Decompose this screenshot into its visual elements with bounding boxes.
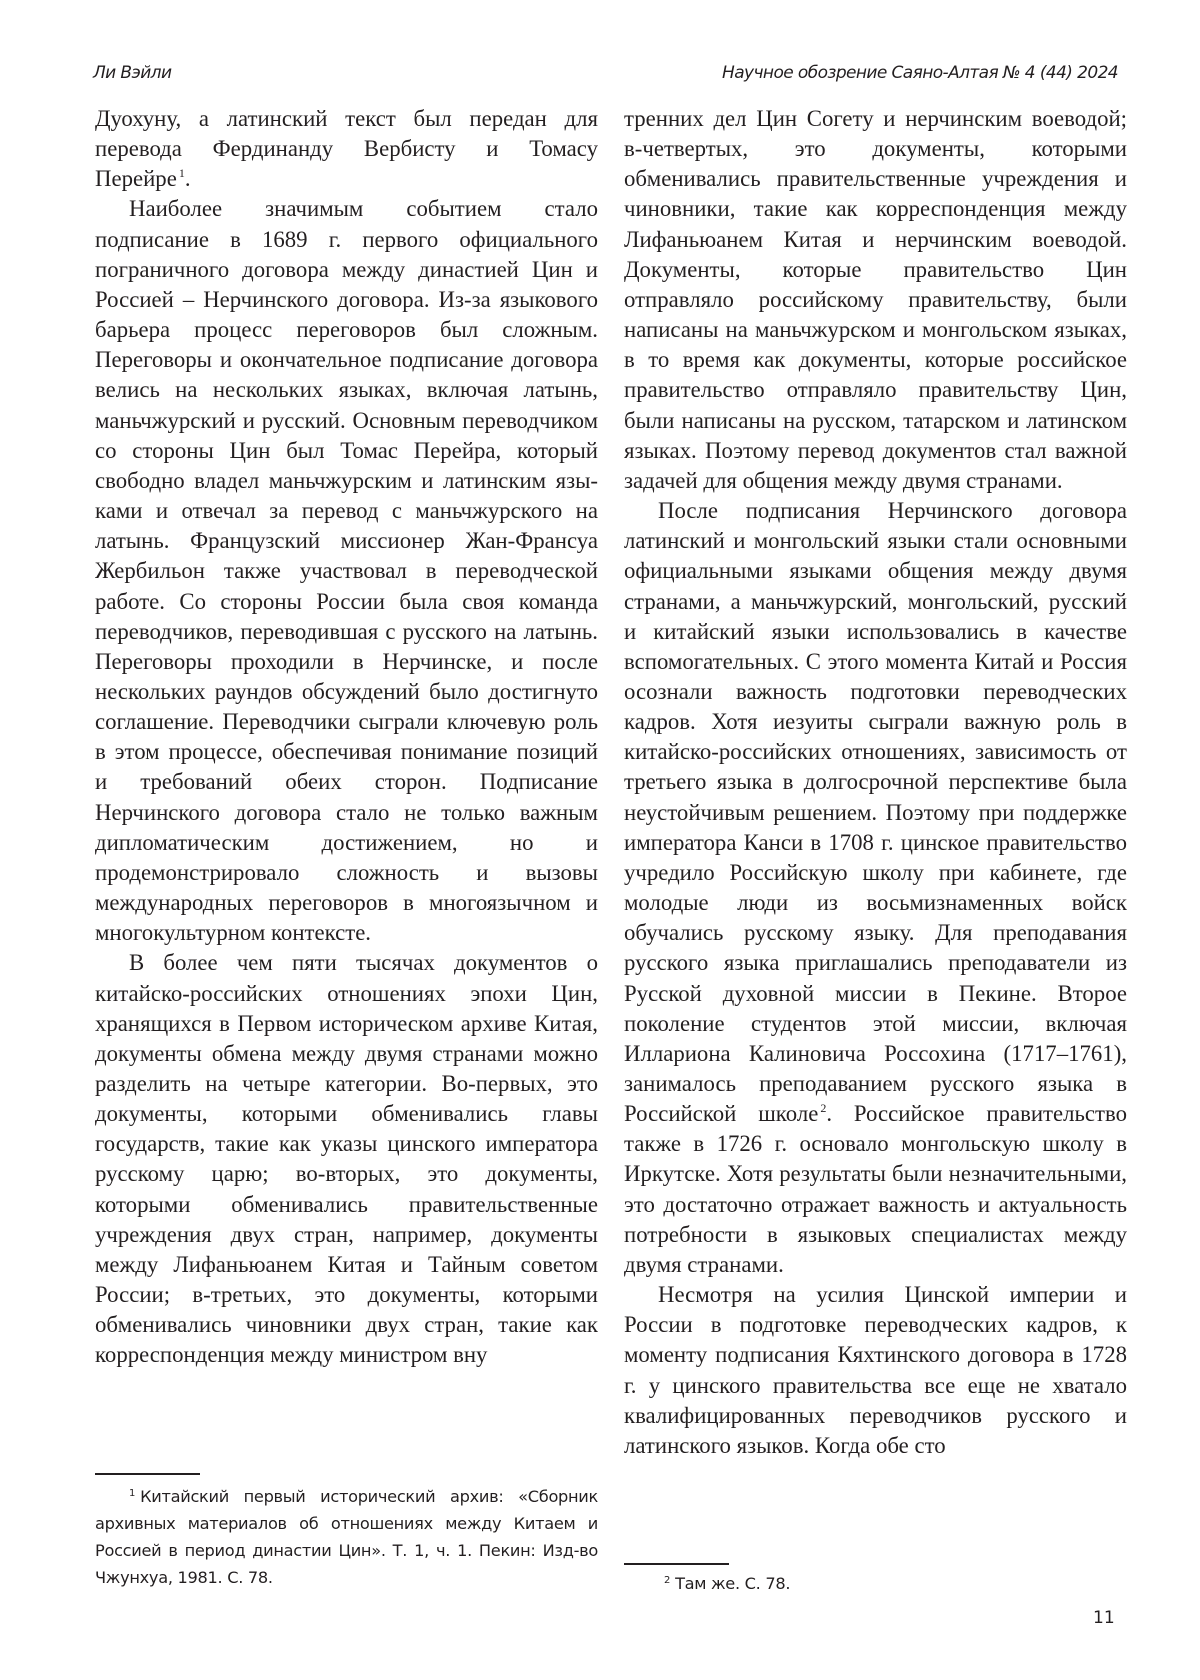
- footnote-text: Там же. С. 78.: [675, 1574, 791, 1593]
- paragraph-text: .: [184, 166, 191, 192]
- footnote-divider: [95, 1473, 200, 1475]
- footnote-ref-2[interactable]: 2: [820, 1101, 827, 1116]
- footnote-2: [624, 1570, 1127, 1597]
- running-header: [93, 60, 1118, 86]
- paragraph: Наиболее значимым событием стало подписание в 1689 г. первого официального пограничного договора между династией Цин и Россией – Нерчинского договора. Из-за языкового барьера процесс переговоров был сложным. Переговоры и окончательное подписание договора велись на нескольких языках, включая латынь, маньчжурский и русский. Основным переводчиком со стороны Цин был Томас Перейра, который свободно владел маньчжурским и латинским языками и отвечал за перевод с маньчжурского на латынь. Французский миссионер Жан-Франсуа Жербильон также участвовал в переводческой работе. Со стороны России была своя команда переводчиков, переводившая с русского на латынь. Переговоры проходили в Нерчинске, и после нескольких раундов обсуждений было достигнуто соглашение. Переводчики сыграли ключевую роль в этом процессе, обеспечивая понимание позиций и требований обеих сторон. Подписание Нерчинского договора стало не только важным дипломатическим достижением, но и продемонстрировало сложность и вызовы международных переговоров в многоязычном и многокультурном контексте.: [95, 196, 598, 946]
- footnote-number: 1: [129, 1488, 136, 1499]
- footnote-ref-1[interactable]: 1: [178, 166, 185, 181]
- left-column: [95, 104, 598, 1371]
- footnote-1: [95, 1483, 598, 1591]
- paragraph: тренних дел Цин Согету и нерчинским воеводой; в-четвертых, это документы, которыми обменивались правительственные учреждения и чиновники, такие как корреспонденция между Лифаньюанем Китая и нерчинским воеводой. Документы, которые правительство Цин отправляло российскому правительству, были написаны на маньчжурском и монгольском языках, в то время как документы, которые российское правительство отправляло правительству Цин, были написаны на русском, татарском и латинском языках. Поэтому перевод документов стал важной задачей для общения между двумя странами.: [624, 106, 1127, 493]
- paragraph: [624, 496, 1127, 1280]
- paragraph: Несмотря на усилия Цинской империи и России в подготовке переводческих кадров, к моменту подписания Кяхтинского договора в 1728 г. у цинского правительства все еще не хватало квалифицированных переводчиков русского и латинского языков. Когда обе сто: [624, 1282, 1127, 1458]
- paragraph: [95, 104, 598, 194]
- paragraph-text: . Российское правительство также в 1726 г. основало монгольскую школу в Иркутске. Хотя результаты были незначительными, это достаточно отражает важность и актуальность потребности в языковых специалистах между двумя странами.: [624, 1101, 1127, 1277]
- page-number: 11: [1093, 1608, 1115, 1628]
- header-journal: Научное обозрение Саяно-Алтая № 4 (44) 2024: [722, 63, 1118, 83]
- footnote-number: 2: [664, 1575, 671, 1586]
- paragraph-text: Дуохуну, а латинский текст был передан для перевода Фердинанду Вербисту и Томасу Перейре: [95, 106, 598, 192]
- paragraph-text: После подписания Нерчинского договора латинский и монгольский языки стали основными официальными языками общения между двумя странами, а маньчжурский, монгольский, русский и китайский языки использовались в качестве вспомогательных. С этого момента Китай и Россия осознали важность подготовки переводческих кадров. Хотя иезуиты сыграли важную роль в китайско-российских отношениях, зависимость от третьего языка в долгосрочной перспективе была неустойчивым решением. Поэтому при поддержке императора Канси в 1708 г. цинское правительство учредило Российскую школу при кабинете, где молодые люди из восьмизнаменных войск обучались русскому языку. Для преподавания русского языка приглашались преподаватели из Русской духовной миссии в Пекине. Второе поколение студентов этой миссии, включая Иллариона Калиновича Россохина (1717–1761), занималось преподаванием русского языка в Российской школе: [624, 498, 1127, 1127]
- footnote-text: Китайский первый исторический архив: «Сборник архивных материалов об отношениях между Китаем и Россией в период династии Цин». Т. 1, ч. 1. Пекин: Изд-во Чжунхуа, 1981. С. 78.: [95, 1487, 598, 1587]
- footnote-divider: [624, 1563, 729, 1565]
- right-column: [624, 104, 1127, 1461]
- paragraph: В более чем пяти тысячах документов о китайско-российских отношениях эпохи Цин, хранящихся в Первом историческом архиве Китая, документы обмена между двумя странами можно разделить на четыре категории. Во-первых, это документы, которыми обменивались главы государств, такие как указы цинского императора русскому царю; во-вторых, это документы, которыми обменивались правительственные учреждения двух стран, например, документы между Лифаньюанем Китая и Тайным советом России; в-третьих, это документы, которыми обменивались чиновники двух стран, такие как корреспонденция между министром вну: [95, 950, 598, 1368]
- header-author: Ли Вэйли: [93, 63, 172, 83]
